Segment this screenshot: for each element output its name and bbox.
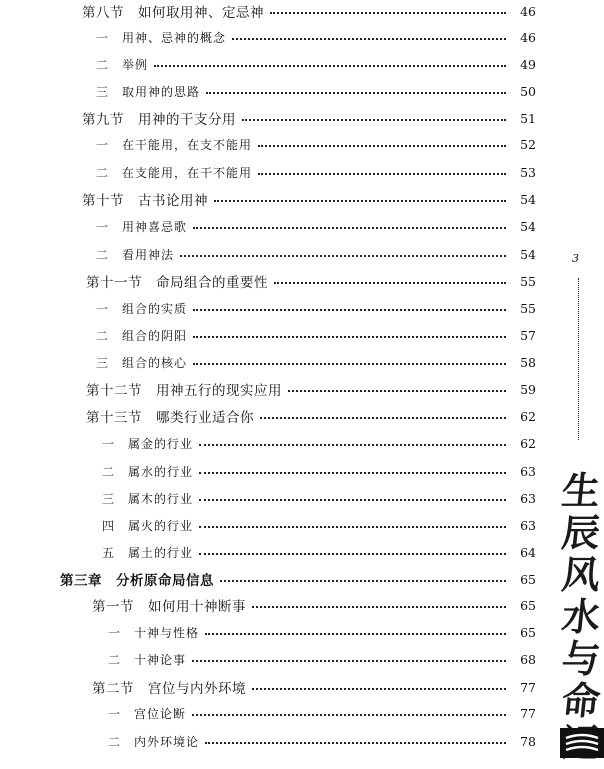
toc-page-number: 53 (520, 164, 536, 180)
dot-leader (192, 714, 506, 716)
toc-entry-label: 五 属土的行业 (102, 545, 194, 560)
book-title-char: 风 (559, 552, 603, 597)
toc-sub-row (96, 26, 536, 48)
dot-leader (193, 336, 506, 338)
toc-section-row (92, 594, 536, 616)
dot-leader (193, 309, 506, 311)
toc-page-number: 63 (520, 463, 536, 479)
toc-page-number: 46 (520, 29, 536, 45)
toc-entry-label: 第一节 如何用十神断事 (92, 599, 246, 615)
toc-entry-label: 一 用神喜忌歌 (96, 219, 188, 234)
toc-sub-row (108, 702, 536, 724)
dot-leader (193, 227, 506, 229)
dot-leader (193, 363, 506, 365)
toc-page-number: 57 (520, 327, 536, 343)
dot-leader (206, 92, 506, 94)
toc-page-number: 63 (520, 490, 536, 506)
toc-page-number: 65 (520, 597, 536, 613)
toc-entry-label: 二 在支能用，在干不能用 (96, 165, 253, 180)
toc-entry-label: 一 属金的行业 (102, 436, 194, 451)
toc-sub-row (96, 133, 536, 155)
toc-entry-label: 第十三节 哪类行业适合你 (86, 410, 254, 426)
dot-leader (260, 417, 506, 419)
toc-entry-label: 一 组合的实质 (96, 301, 188, 316)
toc-entry-label: 四 属火的行业 (102, 518, 194, 533)
toc-entry-label: 二 举例 (96, 57, 149, 72)
toc-sub-row (96, 53, 536, 75)
toc-sub-row (96, 215, 536, 237)
dot-leader (199, 526, 506, 528)
toc-sub-row (108, 621, 536, 643)
dot-leader (205, 633, 506, 635)
toc-page-number: 77 (520, 705, 536, 721)
toc-entry-label: 第十节 古书论用神 (82, 193, 208, 209)
toc-section-row (82, 0, 536, 22)
dot-leader (252, 606, 506, 608)
toc-page-number: 64 (520, 544, 536, 560)
dot-leader (252, 688, 506, 690)
toc-entry-label: 第二节 宫位与内外环境 (92, 681, 246, 697)
toc-sub-row (102, 487, 536, 509)
book-title-vertical (558, 470, 604, 764)
toc-entry-label: 第九节 用神的干支分用 (82, 112, 236, 128)
toc-sub-row (108, 730, 536, 752)
toc-page-number: 50 (520, 83, 536, 99)
toc-page-number: 62 (520, 435, 536, 451)
toc-page-number: 78 (520, 733, 536, 749)
toc-section-row (82, 188, 536, 210)
dot-leader (199, 499, 506, 501)
dot-leader (205, 742, 506, 744)
toc-sub-row (102, 514, 536, 536)
dot-leader (258, 173, 506, 175)
toc-sub-row (96, 351, 536, 373)
toc-entry-label: 一 十神与性格 (108, 625, 200, 640)
toc-section-row (86, 270, 536, 292)
dot-leader (192, 660, 506, 662)
toc-entry-label: 二 看用神法 (96, 247, 175, 262)
toc-page-number: 58 (520, 354, 536, 370)
toc-page-number: 65 (520, 571, 536, 587)
toc-page-number: 63 (520, 517, 536, 533)
dot-leader (214, 200, 506, 202)
book-title-char: 生 (559, 468, 603, 513)
book-title-char: 辰 (559, 510, 603, 555)
dot-leader (288, 390, 506, 392)
toc-entry-label: 第三章 分析原命局信息 (60, 573, 214, 589)
dot-leader (154, 65, 506, 67)
dot-leader (180, 255, 506, 257)
toc-section-row (82, 107, 536, 129)
toc-page-number: 46 (520, 3, 536, 19)
toc-entry-label: 第十一节 命局组合的重要性 (86, 275, 268, 291)
toc-page-number: 77 (520, 679, 536, 695)
toc-entry-label: 三 属木的行业 (102, 491, 194, 506)
toc-page-number: 49 (520, 56, 536, 72)
dot-leader (199, 444, 506, 446)
dot-leader (199, 472, 506, 474)
book-title-char: 命 (559, 678, 603, 723)
toc-entry-label: 一 在干能用，在支不能用 (96, 137, 253, 152)
toc-sub-row (102, 432, 536, 454)
dot-leader (274, 282, 506, 284)
toc-page-number: 68 (520, 651, 536, 667)
toc-page-number: 62 (520, 408, 536, 424)
toc-sub-row (102, 460, 536, 482)
book-title-char: 与 (559, 636, 603, 681)
toc-entry-label: 第八节 如何取用神、定忌神 (82, 5, 264, 21)
toc-page-number: 65 (520, 624, 536, 640)
dot-leader (258, 145, 506, 147)
toc-chapter-row (60, 568, 536, 590)
toc-sub-row (102, 541, 536, 563)
dot-leader (242, 119, 506, 121)
dot-leader (199, 553, 506, 555)
toc-entry-label: 二 属水的行业 (102, 464, 194, 479)
toc-entry-label: 二 组合的阴阳 (96, 328, 188, 343)
dot-leader (270, 12, 506, 14)
toc-sub-row (96, 80, 536, 102)
toc-sub-row (108, 648, 536, 670)
page-number: 3 (572, 252, 579, 265)
toc-sub-row (96, 243, 536, 265)
toc-entry-label: 三 取用神的思路 (96, 84, 201, 99)
toc-entry-label: 二 内外环境论 (108, 734, 200, 749)
toc-entry-label: 第十二节 用神五行的现实应用 (86, 383, 282, 399)
dot-leader (232, 38, 506, 40)
toc-page-number: 55 (520, 273, 536, 289)
book-title-char: 水 (559, 594, 603, 639)
toc-entry-label: 二 十神论事 (108, 652, 187, 667)
toc-page-number: 59 (520, 381, 536, 397)
toc-page-number: 54 (520, 246, 536, 262)
toc-sub-row (96, 297, 536, 319)
side-dotted-rule (578, 278, 579, 440)
toc-entry-label: 一 用神、忌神的概念 (96, 30, 227, 45)
toc-section-row (86, 405, 536, 427)
toc-page-number: 54 (520, 191, 536, 207)
toc-section-row (92, 676, 536, 698)
dot-leader (220, 580, 506, 582)
toc-page-number: 52 (520, 136, 536, 152)
toc-page-number: 55 (520, 300, 536, 316)
toc-entry-label: 三 组合的核心 (96, 355, 188, 370)
toc-sub-row (96, 324, 536, 346)
toc-section-row (86, 378, 536, 400)
toc-entry-label: 一 宫位论断 (108, 706, 187, 721)
toc-page-number: 54 (520, 218, 536, 234)
book-logo-icon (560, 728, 604, 758)
toc-page-number: 51 (520, 110, 536, 126)
toc-sub-row (96, 161, 536, 183)
